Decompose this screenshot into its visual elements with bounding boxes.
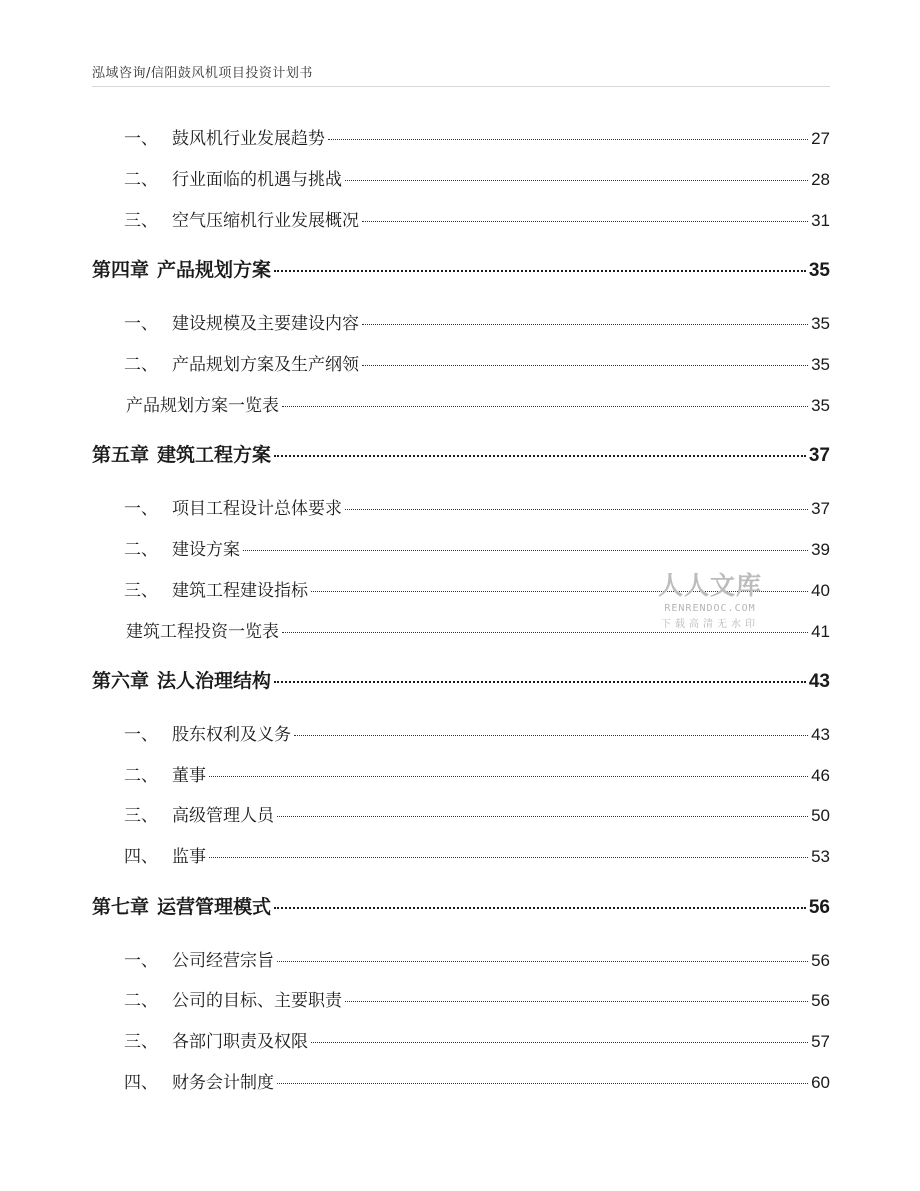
- watermark-title: 人人文库: [657, 571, 762, 600]
- toc-entry[interactable]: [92, 124, 830, 149]
- toc-entry-title: 各部门职责及权限: [172, 1032, 308, 1052]
- toc-entry-number: 四、: [124, 1073, 158, 1093]
- toc-entry[interactable]: [92, 1027, 830, 1052]
- dot-leader: [345, 1001, 808, 1002]
- toc-chapter-number: 第四章: [92, 259, 150, 281]
- toc-entry-number: 三、: [124, 581, 158, 601]
- toc-entry-title: 项目工程设计总体要求: [172, 499, 342, 519]
- toc-entry-page: 56: [811, 951, 830, 970]
- watermark: [646, 566, 774, 630]
- toc-entry-title: 建设方案: [172, 540, 240, 560]
- toc-entry-page: 35: [811, 355, 830, 374]
- toc-entry[interactable]: [92, 165, 830, 190]
- toc-entry-page: 40: [811, 581, 830, 600]
- dot-leader: [294, 735, 808, 736]
- toc-entry[interactable]: [92, 761, 830, 786]
- toc-entry[interactable]: [92, 986, 830, 1011]
- dot-leader: [362, 324, 808, 325]
- toc-chapter[interactable]: [92, 892, 830, 919]
- dot-leader: [282, 632, 808, 633]
- toc-entry-title: 财务会计制度: [172, 1073, 274, 1093]
- toc-chapter-number: 第六章: [92, 670, 150, 692]
- toc-entry-page: 50: [811, 806, 830, 825]
- toc-entry-title: 行业面临的机遇与挑战: [172, 170, 342, 190]
- toc-chapter[interactable]: [92, 255, 830, 282]
- toc-entry-title: 产品规划方案一览表: [126, 396, 279, 416]
- toc-entry-page: 41: [811, 622, 830, 641]
- toc-chapter-number: 第七章: [92, 896, 150, 918]
- toc-entry-title: 股东权利及义务: [172, 725, 291, 745]
- toc-chapter[interactable]: [92, 440, 830, 467]
- toc-entry-title: 建设规模及主要建设内容: [172, 314, 359, 334]
- toc-entry[interactable]: [92, 720, 830, 745]
- toc-entry-page: 37: [811, 499, 830, 518]
- dot-leader: [277, 961, 808, 962]
- toc-entry-number: 一、: [124, 951, 158, 971]
- toc-chapter-title: 法人治理结构: [157, 670, 272, 692]
- toc-entry-number: 二、: [124, 766, 158, 786]
- dot-leader: [282, 406, 808, 407]
- running-header: 泓域咨询/信阳鼓风机项目投资计划书: [92, 66, 313, 81]
- dot-leader: [277, 816, 808, 817]
- toc-entry-title: 高级管理人员: [172, 806, 274, 826]
- dot-leader: [243, 550, 808, 551]
- toc-entry-title: 监事: [172, 847, 206, 867]
- toc-entry-page: 43: [811, 725, 830, 744]
- toc-chapter-number: 第五章: [92, 444, 150, 466]
- dot-leader: [328, 139, 808, 140]
- toc-entry-number: 一、: [124, 314, 158, 334]
- toc-entry[interactable]: [92, 1068, 830, 1093]
- dot-leader: [274, 455, 806, 457]
- toc-chapter-title: 建筑工程方案: [157, 444, 272, 466]
- watermark-subtitle: 下载高清无水印: [661, 619, 759, 630]
- toc-entry-page: 27: [811, 129, 830, 148]
- toc-entry-page: 60: [811, 1073, 830, 1092]
- toc-entry-number: 一、: [124, 499, 158, 519]
- toc-chapter-page: 37: [808, 445, 830, 466]
- toc-entry-number: 二、: [124, 540, 158, 560]
- toc-entry-number: 三、: [124, 211, 158, 231]
- toc-entry-number: 二、: [124, 991, 158, 1011]
- dot-leader: [274, 681, 806, 683]
- toc-entry-page: 39: [811, 540, 830, 559]
- toc-entry-title: 建筑工程建设指标: [172, 581, 308, 601]
- toc-entry-title: 建筑工程投资一览表: [126, 622, 279, 642]
- toc-entry-number: 三、: [124, 1032, 158, 1052]
- toc-entry-title: 鼓风机行业发展趋势: [172, 129, 325, 149]
- toc-entry[interactable]: [92, 946, 830, 971]
- toc-entry-title: 公司经营宗旨: [172, 951, 274, 971]
- dot-leader: [209, 776, 808, 777]
- toc-entry[interactable]: [92, 391, 830, 416]
- toc-chapter-page: 35: [808, 260, 830, 281]
- toc-entry-title: 产品规划方案及生产纲领: [172, 355, 359, 375]
- toc-entry-page: 28: [811, 170, 830, 189]
- toc-entry-title: 董事: [172, 766, 206, 786]
- toc-entry-number: 三、: [124, 806, 158, 826]
- toc-entry[interactable]: [92, 842, 830, 867]
- dot-leader: [277, 1083, 808, 1084]
- toc-entry-page: 35: [811, 396, 830, 415]
- toc-entry[interactable]: [92, 801, 830, 826]
- toc-entry[interactable]: [92, 206, 830, 231]
- toc-entry-number: 一、: [124, 725, 158, 745]
- toc-entry-title: 公司的目标、主要职责: [172, 991, 342, 1011]
- toc-entry-page: 35: [811, 314, 830, 333]
- toc-entry-page: 57: [811, 1032, 830, 1051]
- toc-chapter-title: 运营管理模式: [157, 896, 272, 918]
- toc-entry[interactable]: [92, 494, 830, 519]
- dot-leader: [345, 180, 808, 181]
- dot-leader: [209, 857, 808, 858]
- toc-chapter-title: 产品规划方案: [157, 259, 272, 281]
- toc-entry-page: 53: [811, 847, 830, 866]
- toc-entry-page: 46: [811, 766, 830, 785]
- toc-entry-page: 56: [811, 991, 830, 1010]
- toc-chapter[interactable]: [92, 666, 830, 693]
- header-divider: [92, 86, 830, 87]
- dot-leader: [274, 907, 806, 909]
- toc-entry[interactable]: [92, 309, 830, 334]
- toc-chapter-page: 56: [808, 897, 830, 918]
- toc-entry[interactable]: [92, 535, 830, 560]
- toc-entry-page: 31: [811, 211, 830, 230]
- toc-entry-number: 四、: [124, 847, 158, 867]
- dot-leader: [362, 221, 808, 222]
- watermark-domain: RENRENDOC.COM: [664, 603, 756, 614]
- dot-leader: [274, 270, 806, 272]
- toc-entry-number: 二、: [124, 355, 158, 375]
- toc-entry-title: 空气压缩机行业发展概况: [172, 211, 359, 231]
- dot-leader: [345, 509, 808, 510]
- toc-entry-number: 一、: [124, 129, 158, 149]
- toc-entry-number: 二、: [124, 170, 158, 190]
- toc-entry[interactable]: [92, 350, 830, 375]
- dot-leader: [362, 365, 808, 366]
- dot-leader: [311, 1042, 808, 1043]
- toc-chapter-page: 43: [808, 671, 830, 692]
